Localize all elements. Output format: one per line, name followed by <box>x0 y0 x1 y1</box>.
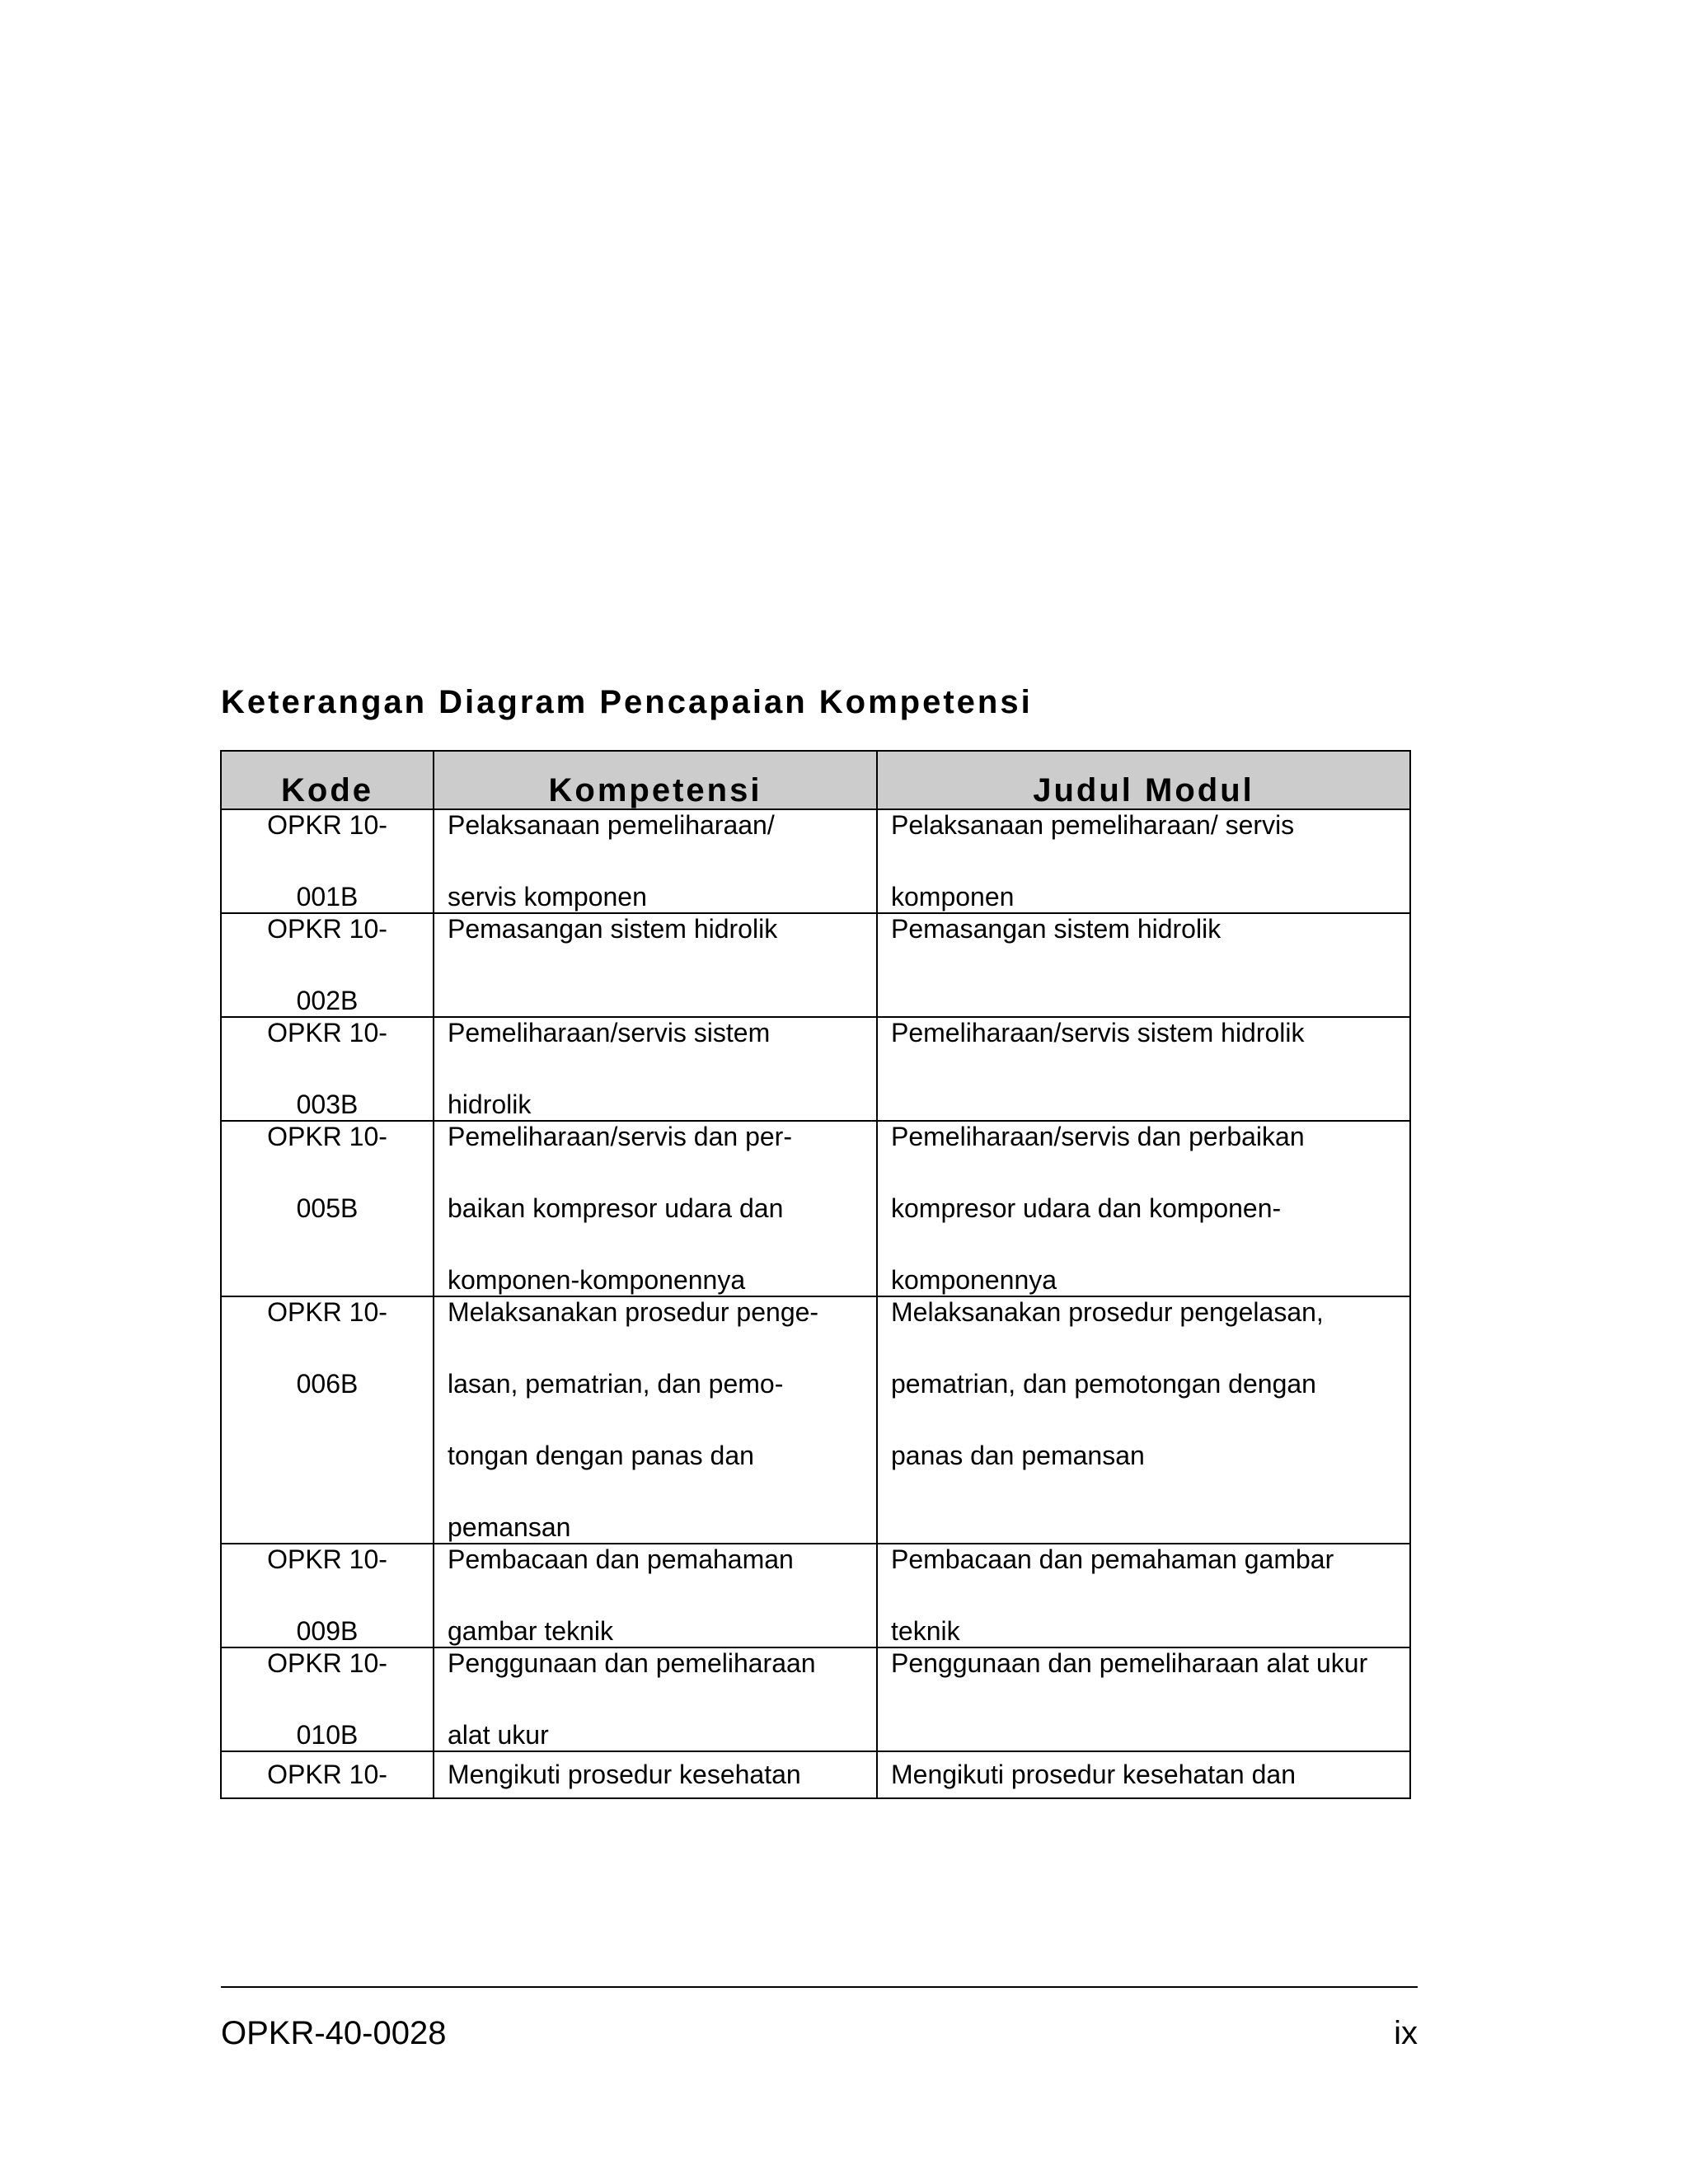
cell-text: Pembacaan dan pemahaman gambar teknik <box>448 1544 794 1646</box>
footer-divider <box>221 1986 1418 1988</box>
cell-text: OPKR 10- 001B <box>267 810 387 912</box>
cell-judul-modul <box>877 1544 1410 1647</box>
cell-text: Pemeliharaan/servis dan perbaikan kompresor udara dan komponen- komponennya <box>891 1122 1305 1295</box>
cell-kode <box>221 1647 434 1751</box>
cell-text: Pembacaan dan pemahaman gambar teknik <box>891 1544 1334 1646</box>
cell-text: Pemasangan sistem hidrolik <box>891 914 1221 944</box>
cell-kompetensi <box>434 1121 877 1296</box>
cell-text: OPKR 10- 009B <box>267 1544 387 1646</box>
column-header-kompetensi: Kompetensi <box>434 751 877 809</box>
cell-text: OPKR 10- 010B <box>267 1648 387 1750</box>
cell-kode <box>221 1544 434 1647</box>
cell-text: Pelaksanaan pemeliharaan/ servis komponen <box>448 810 775 912</box>
table-row <box>221 1296 1410 1544</box>
cell-text: OPKR 10- 006B <box>267 1297 387 1399</box>
cell-text: Penggunaan dan pemeliharaan alat ukur <box>891 1648 1368 1678</box>
cell-judul-modul: Mengikuti prosedur kesehatan dan <box>877 1751 1410 1798</box>
cell-judul-modul <box>877 1647 1410 1751</box>
cell-kompetensi <box>434 1017 877 1121</box>
cell-text: Pemeliharaan/servis sistem hidrolik <box>891 1018 1305 1047</box>
cell-text: Melaksanakan prosedur penge- lasan, pematrian, dan pemo- tongan dengan panas dan pemansan <box>448 1297 819 1542</box>
footer-document-code: OPKR-40-0028 <box>221 2015 447 2051</box>
table-row <box>221 1121 1410 1296</box>
cell-kompetensi <box>434 809 877 913</box>
cell-kompetensi <box>434 1647 877 1751</box>
cell-text: OPKR 10- 002B <box>267 914 387 1015</box>
table-row <box>221 1544 1410 1647</box>
cell-kode <box>221 1296 434 1544</box>
cell-kode <box>221 1121 434 1296</box>
table-row <box>221 1017 1410 1121</box>
column-header-kode: Kode <box>221 751 434 809</box>
cell-text: OPKR 10- 005B <box>267 1122 387 1223</box>
table-header-row <box>221 751 1410 809</box>
cell-kode <box>221 809 434 913</box>
competency-table <box>220 750 1411 1799</box>
page-title: Keterangan Diagram Pencapaian Kompetensi <box>221 684 1033 720</box>
footer-page-number: ix <box>1394 2015 1418 2051</box>
cell-kode: OPKR 10- <box>221 1751 434 1798</box>
table-row <box>221 1751 1410 1798</box>
cell-judul-modul <box>877 809 1410 913</box>
cell-kompetensi <box>434 913 877 1017</box>
cell-kode <box>221 913 434 1017</box>
cell-text: OPKR 10- 003B <box>267 1018 387 1119</box>
cell-kompetensi <box>434 1544 877 1647</box>
cell-kompetensi: Mengikuti prosedur kesehatan <box>434 1751 877 1798</box>
table-row <box>221 1647 1410 1751</box>
cell-text: Melaksanakan prosedur pengelasan, pematrian, dan pemotongan dengan panas dan pemansan <box>891 1297 1324 1470</box>
cell-judul-modul <box>877 1017 1410 1121</box>
table-row <box>221 809 1410 913</box>
cell-text: Pemasangan sistem hidrolik <box>448 914 778 944</box>
cell-kode <box>221 1017 434 1121</box>
cell-text: Pelaksanaan pemeliharaan/ servis komponen <box>891 810 1295 912</box>
cell-text: Penggunaan dan pemeliharaan alat ukur <box>448 1648 816 1750</box>
table-body <box>221 809 1410 1798</box>
cell-kompetensi <box>434 1296 877 1544</box>
cell-text: Pemeliharaan/servis sistem hidrolik <box>448 1018 771 1119</box>
cell-judul-modul <box>877 913 1410 1017</box>
cell-judul-modul <box>877 1296 1410 1544</box>
cell-text: Pemeliharaan/servis dan per- baikan kompresor udara dan komponen-komponennya <box>448 1122 792 1295</box>
table-row <box>221 913 1410 1017</box>
column-header-judul-modul: Judul Modul <box>877 751 1410 809</box>
cell-judul-modul <box>877 1121 1410 1296</box>
